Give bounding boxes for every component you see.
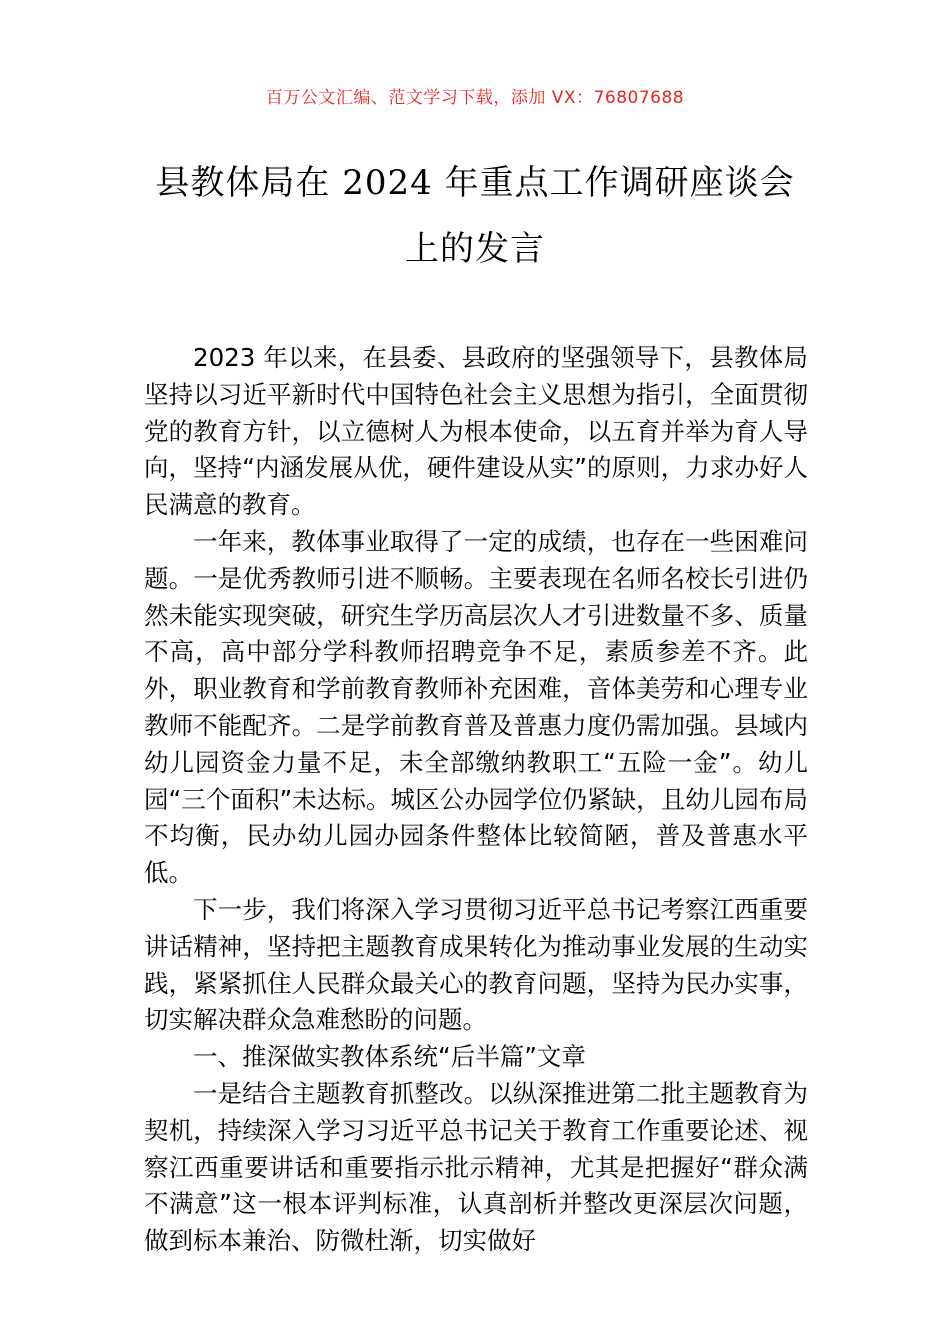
- document-body: [144, 340, 808, 1260]
- paragraph-intro: 2023 年以来，在县委、县政府的坚强领导下，县教体局坚持以习近平新时代中国特色社会主义思想为指引，全面贯彻党的教育方针，以立德树人为根本使命，以五育并举为育人导向，坚持“内涵发展从优，硬件建设从实”的原则，力求办好人民满意的教育。: [144, 343, 808, 520]
- section-heading-1: 一、推深做实教体系统“后半篇”文章: [193, 1042, 586, 1072]
- download-notice: 百万公文汇编、范文学习下载，添加 VX：76807688: [265, 88, 685, 108]
- paragraph-next-steps: 下一步，我们将深入学习贯彻习近平总书记考察江西重要讲话精神，坚持把主题教育成果转化为推动事业发展的生动实践，紧紧抓住人民群众最关心的教育问题，坚持为民办实事，切实解决群众急难愁盼的问题。: [144, 894, 808, 1035]
- page-title: 县教体局在 2024 年重点工作调研座谈会上的发言: [155, 163, 795, 269]
- paragraph-rectification: 一是结合主题教育抓整改。以纵深推进第二批主题教育为契机，持续深入学习习近平总书记关于教育工作重要论述、视察江西重要讲话和重要指示批示精神，尤其是把握好“群众满不满意”这一根本评判标准，认真剖析并整改更深层次问题，做到标本兼治、防微杜渐，切实做好: [144, 1078, 808, 1256]
- paragraph-problems: 一年来，教体事业取得了一定的成绩，也存在一些困难问题。一是优秀教师引进不顺畅。主要表现在名师名校长引进仍然未能实现突破，研究生学历高层次人才引进数量不多、质量不高，高中部分学科教师招聘竞争不足，素质参差不齐。此外，职业教育和学前教育教师补充困难，音体美劳和心理专业教师不能配齐。二是学前教育普及普惠力度仍需加强。县域内幼儿园资金力量不足，未全部缴纳教职工“五险一金”。幼儿园“三个面积”未达标。城区公办园学位仍紧缺，且幼儿园布局不均衡，民办幼儿园办园条件整体比较简陋，普及普惠水平低。: [144, 526, 808, 888]
